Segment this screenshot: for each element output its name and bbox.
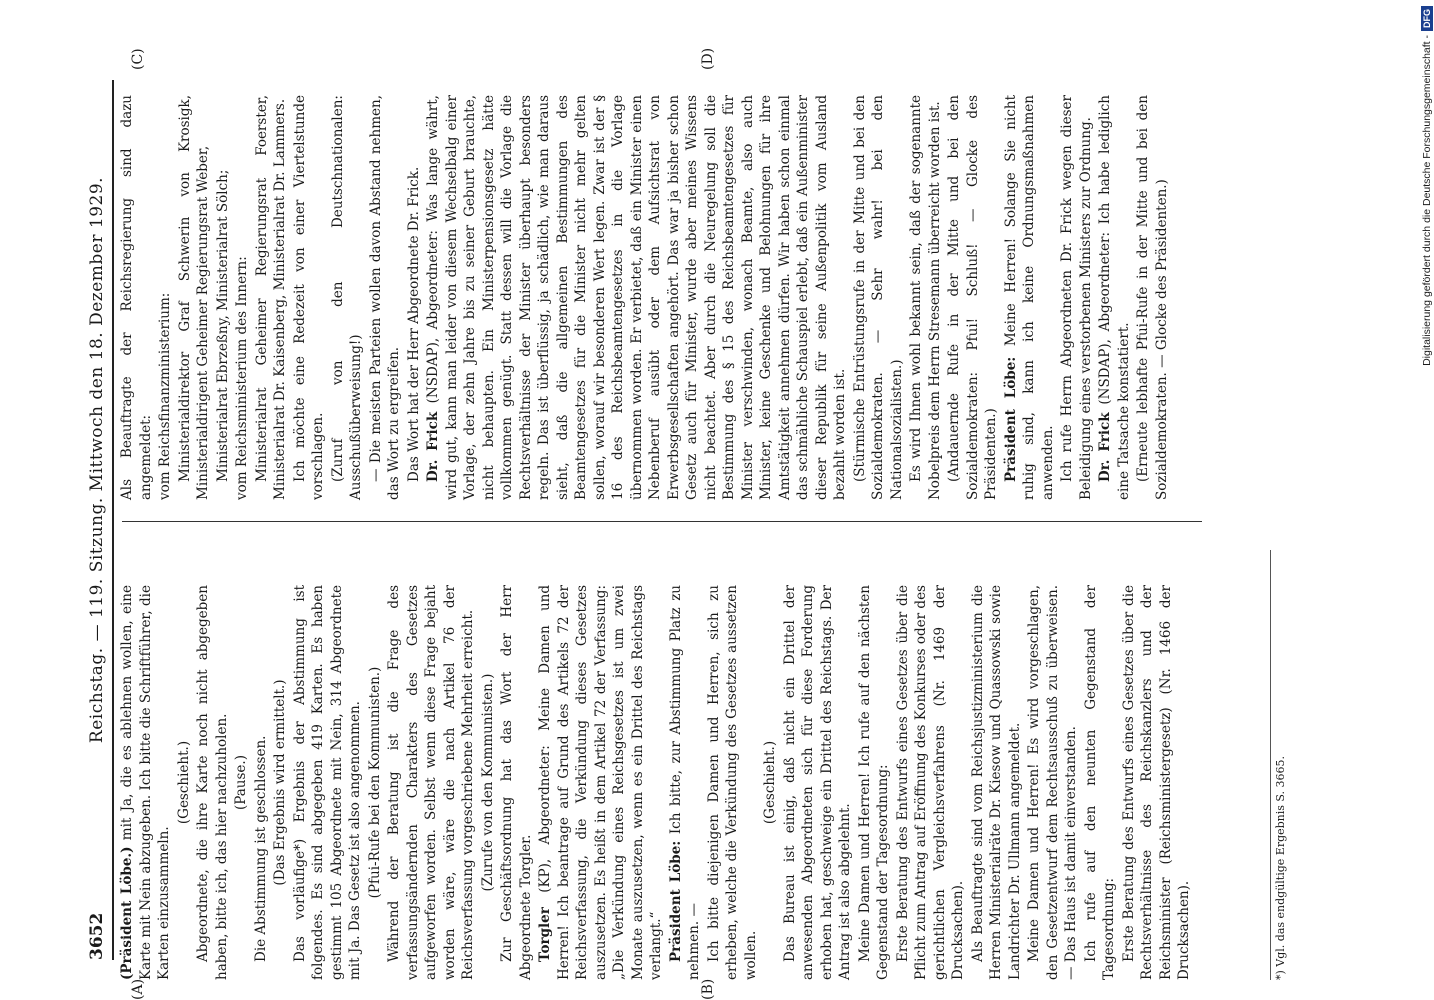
- paragraph-text: (NSDAP), Abgeordneter: Ich habe lediglich eine Tatsache konstatiert.: [1097, 95, 1132, 500]
- paragraph: [851, 95, 907, 500]
- paragraph: [1025, 585, 1081, 980]
- paragraph-text: (Pfui-Rufe bei den Kommunisten.): [366, 666, 383, 899]
- paragraph-text: mit Ja, die es ablehnen wollen, eine Karte mit Nein abzugeben. Ich bitte die Schriftführer, die Karten einzusammeln.: [119, 585, 172, 980]
- paragraph-text: Die Abstimmung ist geschlossen.: [252, 735, 269, 962]
- footnote: *) Vgl. das endgültige Ergebnis S. 3665.: [1270, 550, 1287, 980]
- paragraph: [366, 585, 385, 980]
- paragraph-text: Ministerialdirektor Graf Schwerin von Krosigk, Ministerialdirigent Geheimer Regierungsrat Weber,: [176, 95, 211, 500]
- paragraph: [856, 585, 893, 980]
- paragraph: [118, 95, 155, 500]
- paragraph: [367, 95, 404, 500]
- paragraph: [945, 95, 1001, 500]
- paragraph-text: (NSDAP), Abgeordneter: Was lange währt, wird gut, kann man leider von diesem Wechselbalg einer Vorlage, der zehn Jahre bis zu seiner Geburt brauchte, nicht behaupten. Ein Ministerpensionsgesetz hätte vollkommen genügt. Statt dessen will die Vorlage die Rechtsverhältnisse der Minister überhaupt besonders regeln. Das ist überflüssig, ja schädlich, wie man daraus sieht, daß die allgemeinen Bestimmungen des Beamtengesetzes für die Minister nicht mehr gelten sollen, worauf wir besonderen Wert legen. Zwar ist der § 16 des Reichsbeamtengesetzes in die Vorlage übernommen worden. Er verbietet, daß ein Minister einen Nebenberuf ausübt oder dem Aufsichtsrat von Erwerbsgesellschaften angehört. Das war ja bisher schon Gesetz auch für Minister, wurde aber meines Wissens nicht beachtet. Aber durch die Neuregelung soll die Bestimmung des § 15 des Reichsbeamtengesetzes für Minister verschwinden, wonach Beamte, also auch Minister, keine Geschenke und Belohnungen für ihre Amtstätigkeit annehmen dürfen. Wir haben schon einmal das schmähliche Schauspiel erlebt, daß ein Außenminister dieser Republik für seine Außenpolitik vom Ausland bezahlt worden ist.: [425, 95, 848, 500]
- paragraph-text: Ich rufe Herrn Abgeordneten Dr. Frick wegen dieser Beleidigung eines verstorbenen Ministers zur Ordnung.: [1059, 95, 1094, 500]
- paragraph: [479, 585, 498, 980]
- left-column: [118, 585, 1195, 980]
- header-title: Reichstag. — 119. Sitzung. Mittwoch den 18. Dezember 1929.: [87, 176, 107, 744]
- paragraph-text: (Stürmische Entrüstungsrufe in der Mitte und bei den Sozialdemokraten. — Sehr wahr! bei den Nationalsozialisten.): [851, 95, 905, 500]
- paragraph: [1002, 95, 1058, 500]
- paragraph: [175, 585, 194, 980]
- paragraph-text: Abgeordnete, die ihre Karte noch nicht abgegeben haben, bitte ich, das hier nachzuholen.: [195, 585, 230, 980]
- speaker-name: Dr. Frick: [1097, 412, 1113, 482]
- paragraph: [232, 585, 251, 980]
- paragraph-text: (KP), Abgeordneter: Meine Damen und Herren! Ich beantrage auf Grund des Artikels 72 der Reichsverfassung, die Verkündung dieses Gesetzes auszusetzen. Es heißt in dem Artikel 72 der Verfassung: „Die Verkündung eines Reichsgesetzes ist um zwei Monate auszusetzen, wenn es ein Drittel des Reichstags verlangt.“: [537, 585, 664, 980]
- paragraph: [405, 95, 424, 500]
- paragraph: [233, 95, 252, 500]
- page-number: 3652: [87, 912, 107, 960]
- paragraph-text: Das Wort hat der Herr Abgeordnete Dr. Frick.: [405, 166, 422, 482]
- paragraph-text: Als Beauftragte sind vom Reichsjustizministerium die Herren Ministerialräte Dr. Kiesow und Quassowski sowie Landrichter Dr. Ullmann angemeldet.: [969, 585, 1023, 980]
- paragraph: [781, 585, 855, 980]
- right-column: [118, 95, 1172, 500]
- paragraph-text: Meine Damen und Herren! Ich rufe auf den nächsten Gegenstand der Tagesordnung:: [856, 585, 891, 980]
- paragraph: [271, 585, 290, 980]
- paragraph: [253, 95, 290, 500]
- dfg-credit: [1415, 6, 1434, 996]
- paragraph: [252, 585, 271, 980]
- paragraph: [761, 585, 780, 980]
- paragraph-text: Es wird Ihnen wohl bekannt sein, daß der sogenannte Nobelpreis dem Herrn Stresemann überreicht worden ist.: [908, 95, 943, 500]
- speaker-name: Torgler: [537, 907, 553, 962]
- paragraph: [214, 95, 233, 500]
- paragraph-text: Erste Beratung des Entwurfs eines Gesetzes über die Pflicht zum Antrag auf Eröffnung des Konkurses oder des gerichtlichen Vergleichsverfahrens (Nr. 1469 der Drucksachen).: [894, 585, 966, 980]
- paragraph: [907, 95, 944, 500]
- paragraph: [385, 585, 478, 980]
- paragraph-text: Ich bitte, zur Abstimmung Platz zu nehmen. —: [667, 584, 702, 980]
- paragraph: [705, 585, 761, 980]
- page-header: [82, 80, 114, 960]
- paragraph-text: Meine Damen und Herren! Es wird vorgeschlagen, den Gesetzentwurf dem Rechtsausschuß zu überweisen. — Das Haus ist damit einverstanden.: [1026, 585, 1079, 980]
- paragraph-text: (Geschieht.): [762, 740, 778, 825]
- paragraph-text: Als Beauftragte der Reichsregierung sind dazu angemeldet:: [119, 95, 154, 500]
- paragraph-text: — Die meisten Parteien wollen davon Abstand nehmen, das Wort zu ergreifen.: [367, 95, 402, 500]
- paragraph-text: vom Reichsministerium des Innern:: [234, 256, 250, 500]
- column-divider: [122, 521, 1202, 522]
- paragraph-text: Das Bureau ist einig, daß nicht ein Drittel der anwesenden Abgeordneten sich für diese Forderung erhoben hat, geschweige ein Drittel des Reichstags. Der Antrag ist also abgelehnt.: [781, 585, 853, 980]
- paragraph-text: (Pause.): [233, 755, 249, 810]
- paragraph: [1134, 95, 1171, 500]
- paragraph: [1058, 95, 1095, 500]
- paragraph-text: Ministerialrat Geheimer Regierungsrat Foerster, Ministerialrat Dr. Kaisenberg, Ministerialrat Dr. Lammers.: [253, 95, 288, 500]
- speaker-name: Präsident Löbe:: [1002, 356, 1019, 482]
- paragraph: [424, 95, 850, 500]
- paragraph: [291, 95, 328, 500]
- paragraph: [176, 95, 213, 500]
- paragraph: [156, 95, 175, 500]
- paragraph: [498, 585, 535, 980]
- paragraph-text: Erste Beratung des Entwurfs eines Gesetzes über die Rechtsverhältnisse des Reichskanzlers und der Reichsminister (Reichsministergesetz) (Nr. 1466 der Drucksachen).: [1120, 585, 1192, 980]
- paragraph: [969, 585, 1025, 980]
- paragraph-text: Ministerialrat Ebrzeßny, Ministerialrat Sölch;: [214, 169, 231, 482]
- paragraph-text: vom Reichsfinanzministerium:: [157, 292, 173, 500]
- margin-letter-a: (A): [130, 978, 146, 1000]
- margin-letter-b: (B): [700, 978, 716, 1000]
- paragraph: [291, 585, 365, 980]
- paragraph: [536, 585, 666, 980]
- paragraph-text: (Geschieht.): [175, 740, 192, 825]
- paragraph-text: (Zuruf von den Deutschnationalen: Ausschußüberweisung!): [329, 95, 364, 500]
- paragraph: [1096, 95, 1133, 500]
- paragraph-text: (Zurufe von den Kommunisten.): [479, 673, 496, 892]
- paragraph-text: Das vorläufige*) Ergebnis der Abstimmung ist folgendes. Es sind abgegeben 419 Karten. Es haben gestimmt 105 Abgeordnete mit Nein, 314 Abgeordnete mit Ja. Das Gesetz ist also angenommen.: [291, 585, 363, 980]
- paragraph: [194, 585, 231, 980]
- paragraph-text: (Erneute lebhafte Pfui-Rufe in der Mitte und bei den Sozialdemokraten. — Glocke des Präsidenten.): [1135, 95, 1170, 500]
- paragraph-text: (Andauernde Rufe in der Mitte und bei den Sozialdemokraten: Pfui! Schluß! — Glocke des Präsidenten.): [946, 95, 999, 500]
- speaker-name: Dr. Frick: [425, 411, 441, 482]
- paragraph-text: Zur Geschäftsordnung hat das Wort der Herr Abgeordnete Torgler.: [499, 585, 534, 980]
- paragraph-text: Ich möchte eine Redezeit von einer Viertelstunde vorschlagen.: [291, 95, 326, 500]
- paragraph-text: Meine Herren! Solange Sie nicht ruhig sind, kann ich keine Ordnungsmaßnahmen anwenden.: [1002, 95, 1056, 500]
- paragraph: [667, 585, 704, 980]
- dfg-logo: DFG: [1421, 6, 1433, 31]
- paragraph-text: Während der Beratung ist die Frage des verfassungsändernden Charakters des Gesetzes aufgeworfen worden. Selbst wenn diese Frage bejaht worden wäre, wäre die nach Artikel 76 der Reichsverfassung vorgeschriebene Mehrheit erreicht.: [386, 585, 476, 980]
- paragraph-text: Ich rufe auf den neunten Gegenstand der Tagesordnung:: [1082, 585, 1117, 980]
- paragraph-text: (Das Ergebnis wird ermittelt.): [272, 679, 288, 886]
- credit-text: Digitalisierung gefördert durch die Deutsche Forschungsgemeinschaft -: [1421, 35, 1433, 366]
- paragraph: [118, 585, 174, 980]
- paragraph: [1082, 585, 1119, 980]
- margin-letter-d: (D): [700, 47, 716, 70]
- speaker-name: (Präsident Löbe.): [119, 846, 135, 980]
- paragraph: [329, 95, 366, 500]
- paragraph-text: Ich bitte diejenigen Damen und Herren, sich zu erheben, welche die Verkündung des Gesetzes aussetzen wollen.: [705, 585, 759, 980]
- paragraph: [894, 585, 968, 980]
- margin-letter-c: (C): [130, 48, 146, 70]
- paragraph: [1120, 585, 1194, 980]
- speaker-name: Präsident Löbe:: [667, 840, 684, 962]
